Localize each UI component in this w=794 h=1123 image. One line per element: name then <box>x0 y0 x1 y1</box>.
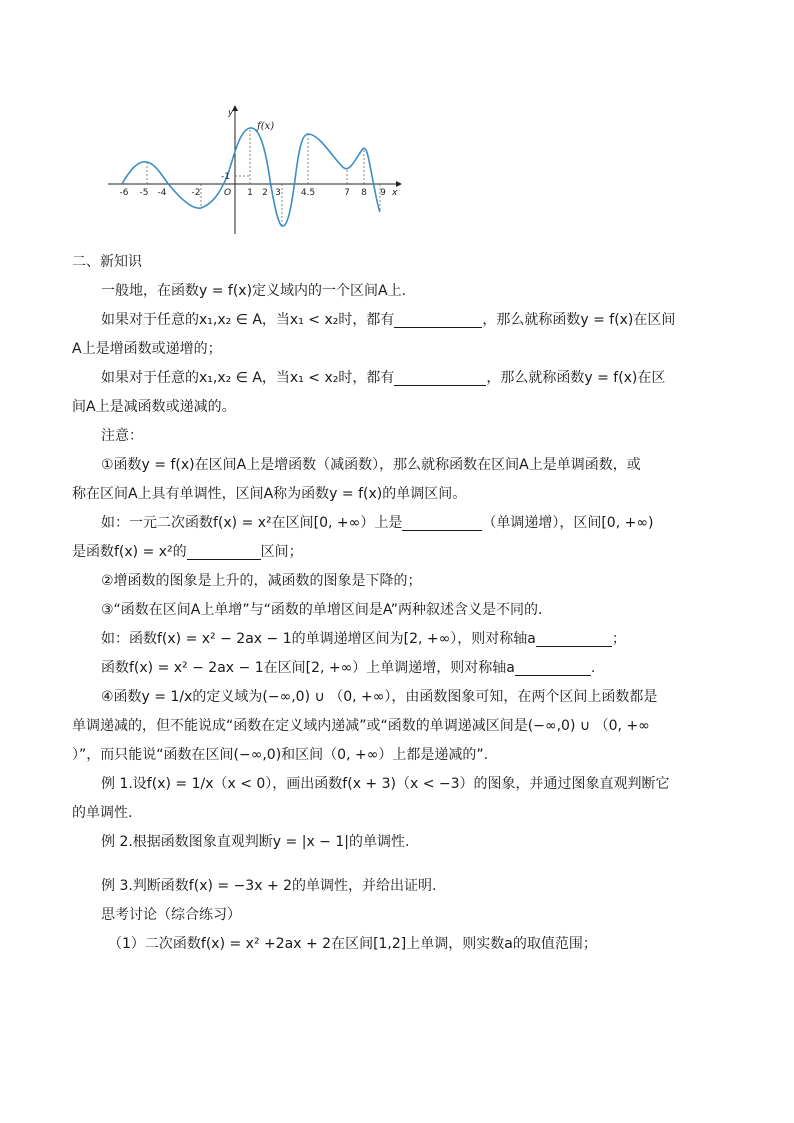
function-graph <box>100 100 410 240</box>
function-curve <box>119 128 380 226</box>
x-tick-label: 4.5 <box>300 188 316 198</box>
note-4: ④函数y = 1/x的定义域为(−∞,0) ∪ （0, +∞），由函数图象可知，在两个区间上函数都是 <box>101 689 658 705</box>
x-tick-label: 2 <box>262 188 268 198</box>
x-axis-label: x <box>392 188 398 198</box>
x-tick-label: -5 <box>139 188 149 198</box>
note-2: ②增函数的图象是上升的，减函数的图象是下降的； <box>101 573 422 589</box>
example-axis-1-end: ； <box>611 631 626 647</box>
example-quadratic-text-4: 区间； <box>260 544 303 560</box>
origin-label: O <box>224 188 232 198</box>
note-4-cont-2: ）”，而只能说“函数在区间(−∞,0)和区间（0, +∞）上都是递减的”. <box>72 747 489 763</box>
fill-blank[interactable] <box>536 628 612 647</box>
example-1-cont: 的单调性. <box>72 805 133 821</box>
note-title: 注意： <box>101 428 143 444</box>
guide-lines <box>147 128 380 226</box>
note-1: ①函数y = f(x)在区间A上是增函数（减函数），那么就称函数在区间A上是单调函数，或 <box>101 457 641 473</box>
example-axis-2-text: 函数f(x) = x² − 2ax − 1在区间[2, +∞）上单调递增，则对称轴a <box>101 660 515 676</box>
section-title: 二、新知识 <box>72 254 142 270</box>
example-axis-1-text: 如：函数f(x) = x² − 2ax − 1的单调递增区间为[2, +∞），则对称轴a <box>101 631 536 647</box>
fill-blank[interactable] <box>394 309 482 328</box>
example-2: 例 2.根据函数图象直观判断y = |x − 1|的单调性. <box>101 834 410 850</box>
example-3: 例 3.判断函数f(x) = −3x + 2的单调性，并给出证明. <box>101 878 437 894</box>
note-1-cont: 称在区间A上具有单调性，区间A称为函数y = f(x)的单调区间。 <box>72 486 467 502</box>
increasing-text-2: ，那么就称函数y = f(x)在区间 <box>482 312 676 328</box>
example-quadratic-cont <box>72 538 724 567</box>
example-1: 例 1.设f(x) = 1/x（x < 0），画出函数f(x + 3)（x < −3）的图象，并通过图象直观判断它 <box>101 776 670 792</box>
example-quadratic-text-2: （单调递增），区间[0, +∞) <box>482 515 654 531</box>
example-quadratic-text-3: 是函数f(x) = x²的 <box>72 544 187 560</box>
function-graph-svg <box>100 100 410 240</box>
increasing-definition <box>72 306 724 335</box>
fill-blank[interactable] <box>402 512 482 531</box>
x-tick-label: -2 <box>191 188 201 198</box>
example-axis-2 <box>72 654 724 683</box>
discussion-title: 思考讨论（综合练习） <box>101 907 241 923</box>
example-axis-2-end: . <box>590 660 596 676</box>
increasing-text-3: A上是增函数或递增的； <box>72 341 222 357</box>
decreasing-text-1: 如果对于任意的x₁,x₂ ∈ A，当x₁ < x₂时，都有 <box>101 370 395 386</box>
x-tick-label: 3 <box>275 188 281 198</box>
fill-blank[interactable] <box>394 367 486 386</box>
definition-intro: 一般地，在函数y = f(x)定义域内的一个区间A上. <box>101 283 407 299</box>
x-tick-label: 1 <box>247 188 253 198</box>
example-quadratic-text-1: 如：一元二次函数f(x) = x²在区间[0, +∞）上是 <box>101 515 403 531</box>
y-axis-label: y <box>228 108 234 118</box>
decreasing-text-3: 间A上是减函数或递减的。 <box>72 399 236 415</box>
note-4-cont-1: 单调递减的，但不能说成“函数在定义域内递减”或“函数的单调递减区间是(−∞,0) ∪ （0, +∞ <box>72 718 650 734</box>
lesson-text <box>72 248 724 959</box>
x-tick-label: 7 <box>344 188 350 198</box>
x-tick-label: 8 <box>361 188 367 198</box>
x-tick-label: -4 <box>157 188 167 198</box>
question-1: （1）二次函数f(x) = x² +2ax + 2在区间[1,2]上单调，则实数a的取值范围； <box>108 936 597 952</box>
example-quadratic <box>72 509 724 538</box>
x-tick-label: 9 <box>380 188 386 198</box>
x-axis-arrow <box>396 181 402 187</box>
x-tick-label: -6 <box>119 188 129 198</box>
decreasing-definition <box>72 364 724 393</box>
example-axis-1 <box>72 625 724 654</box>
note-3: ③“函数在区间A上单增”与“函数的单增区间是A”两种叙述含义是不同的. <box>101 602 543 618</box>
y-tick-label: -1 <box>221 172 230 182</box>
decreasing-text-2: ，那么就称函数y = f(x)在区 <box>486 370 666 386</box>
fill-blank[interactable] <box>515 657 591 676</box>
increasing-text-1: 如果对于任意的x₁,x₂ ∈ A，当x₁ < x₂时，都有 <box>101 312 395 328</box>
curve-label: f(x) <box>257 121 275 132</box>
fill-blank[interactable] <box>187 541 261 560</box>
